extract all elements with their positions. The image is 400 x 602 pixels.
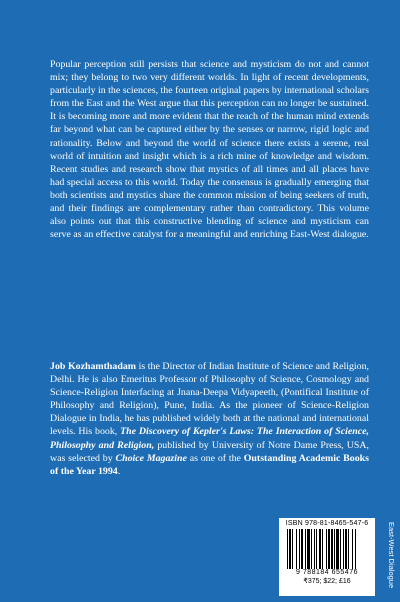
author-bio [50,360,369,478]
barcode-bar [340,529,341,569]
magazine-name: Choice Magazine [115,452,187,464]
barcode-bar [343,529,344,569]
barcode-bar [334,529,335,569]
book-title: The Discovery of Kepler's Laws: The Interaction of Science, Philosophy and Religion, [50,426,369,451]
isbn-text: ISBN 978-81-8465-547-6 [285,520,369,527]
barcode-bar [355,529,356,569]
barcode-bar [348,529,349,569]
barcode-bar [296,529,297,569]
bio-text-3: as one of the [186,452,244,464]
bio-text-2: published by University of Notre Dame Press, USA, was selected by [50,439,369,464]
barcode-bar [328,529,330,569]
barcode-bar [301,529,303,569]
bio-text-1: is the Director of Indian Institute of Science and Religion, Delhi. He is also Emeritus Professor of Philosophy of Science, Cosmology and Science-Religion Interfacing at Jnana-Deepa Vidyapeeth, (Pontifical Institute of Philosophy and Religion), Pune, India. As the pioneer of Science-Religion Dialogue in India, he has published widely both at the national and international levels. His book, [50,361,369,438]
series-label: East-West Dialogue [387,522,396,589]
barcode-icon [285,529,369,569]
barcode-bar [319,529,321,569]
barcode-bar [336,529,339,569]
barcode-digits: 9 788184 655476 [296,569,358,576]
barcode-bar [331,529,333,569]
barcode-bar [316,529,317,569]
barcode-bar [307,529,310,569]
barcode-bar [345,529,347,569]
barcode-label [279,518,375,596]
barcode-bar [299,529,300,569]
bio-text-4: . [117,465,121,477]
barcode-bar [287,529,288,569]
barcode-bar [305,529,306,569]
barcode-bar [352,529,353,569]
blurb-paragraph: Popular perception still persists that science and mysticism do not and cannot mix; they belong to two very different worlds. In light of recent developments, particularly in the sciences, the fourteen original papers by international scholars from the East and the West argue that this perception can no longer be sustained. It is becoming more and more evident that the reach of the human mind extends far beyond what can be captured either by the senses or narrow, rigid logic and rationality. Below and beyond the world of science there exists a serene, real world of intuition and insight which is a rich mine of knowledge and wisdom. Recent studies and research show that mystics of all times and all places have had special access to this world. Today the consensus is gradually emerging that both scientists and mystics share the common mission of being seekers of truth, and their findings are complementary rather than contradictory. This volume also points out that this constructive blending of science and mysticism can serve as an effective catalyst for a meaningful and enriching East-West dialogue. [50,59,369,241]
author-name: Job Kozhamthadam [50,361,136,372]
award-name: Outstanding Academic Books of the Year 1994 [50,452,369,477]
barcode-bar [322,529,323,569]
barcode-bar [314,529,315,569]
price-text: ₹375; $22; £16 [303,578,351,585]
barcode-bar [289,529,291,569]
barcode-bar [292,529,293,569]
barcode-bar [311,529,312,569]
barcode-bar [326,529,327,569]
